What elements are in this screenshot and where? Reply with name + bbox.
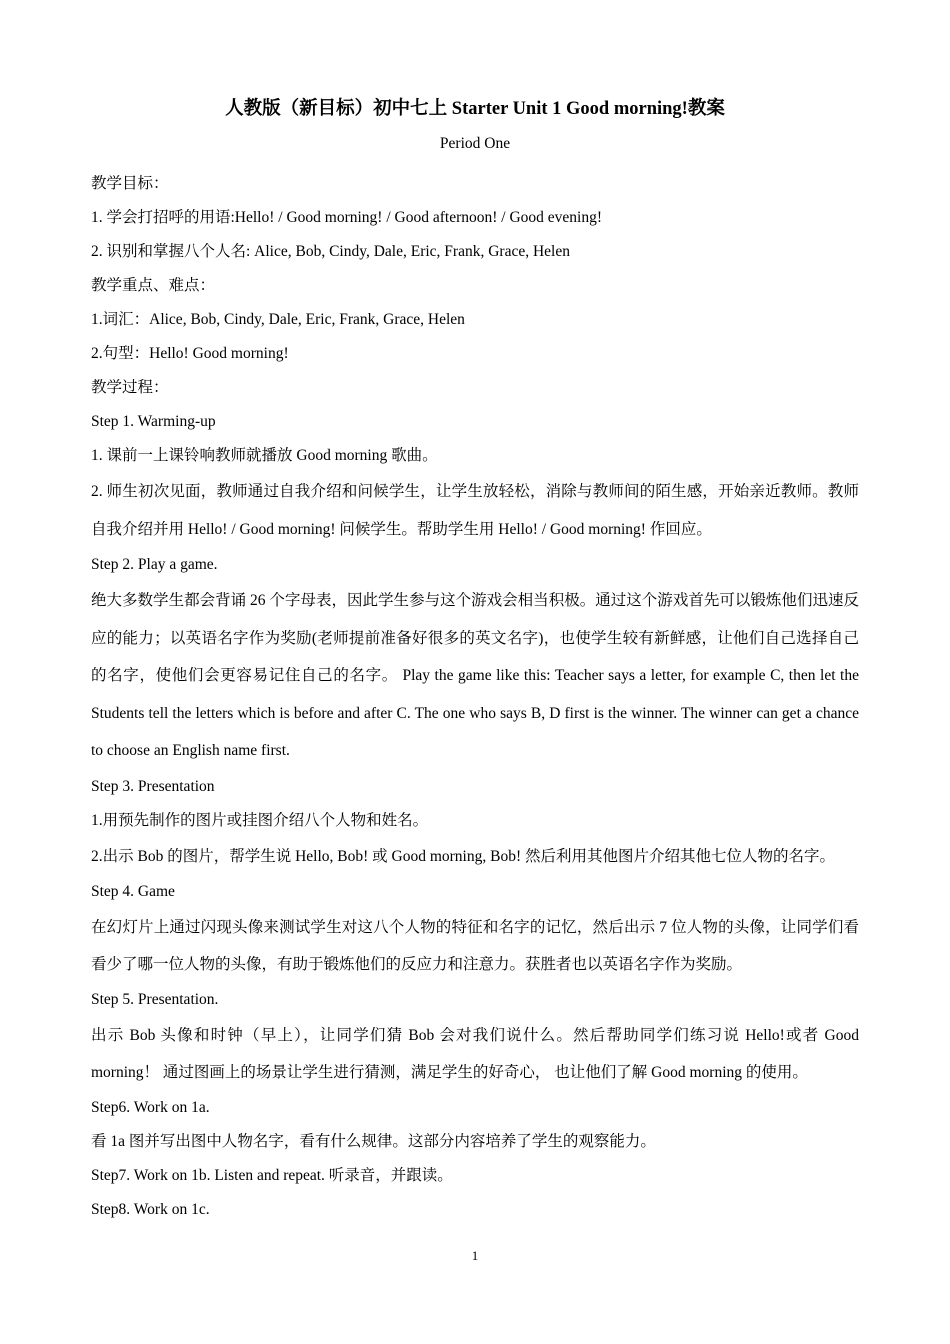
paragraph-step-1-item-2: 2. 师生初次见面，教师通过自我介绍和问候学生，让学生放轻松，消除与教师间的陌生感，开始亲近教师。教师自我介绍并用 Hello! / Good morning! 问候学生。帮助学生用 Hello! / Good morning! 作回应。 <box>91 483 859 538</box>
paragraph-sentence-patterns: 2.句型：Hello! Good morning! <box>91 345 289 362</box>
paragraph-step-6: Step6. Work on 1a. <box>91 1099 210 1116</box>
paragraph-step-4: Step 4. Game <box>91 883 175 900</box>
paragraph-step-4-body: 在幻灯片上通过闪现头像来测试学生对这八个人物的特征和名字的记忆，然后出示 7 位人物的头像，让同学们看看少了哪一位人物的头像，有助于锻炼他们的反应力和注意力。获胜者也以英语名字作为奖励。 <box>91 919 859 973</box>
document-title: 人教版（新目标）初中七上 Starter Unit 1 Good morning!教案 <box>225 99 725 119</box>
paragraph-step-3: Step 3. Presentation <box>91 777 215 795</box>
paragraph-step-5-body: 出示 Bob 头像和时钟（早上），让同学们猜 Bob 会对我们说什么。然后帮助同学们练习说 Hello!或者 Good morning！ 通过图画上的场景让学生进行猜测，满足学生的好奇心， 也让他们了解 Good morning 的使用。 <box>91 1027 859 1081</box>
paragraph-objective-1: 1. 学会打招呼的用语:Hello! / Good morning! / Good afternoon! / Good evening! <box>91 209 602 226</box>
paragraph-key-points-heading: 教学重点、难点： <box>91 277 216 294</box>
document-subtitle: Period One <box>439 135 511 152</box>
page-number: 1 <box>471 1248 479 1263</box>
document-body <box>91 167 859 1227</box>
paragraph-step-2-body: 绝大多数学生都会背诵 26 个字母表，因此学生参与这个游戏会相当积极。通过这个游戏首先可以锻炼他们迅速反应的能力；以英语名字作为奖励(老师提前准备好很多的英文名字)，也使学生较有新鲜感，让他们自己选择自己的名字，使他们会更容易记住自己的名字。 Play the game like this: Teacher says a letter, for example C, then let the Students tell the letters which is before and after C. The one who says B, D first is the winner. The winner can get a chance to choose an English name first. <box>91 592 859 759</box>
paragraph-step-1: Step 1. Warming-up <box>91 413 216 430</box>
paragraph-process-heading: 教学过程： <box>91 379 169 396</box>
paragraph-step-6-body: 看 1a 图并写出图中人物名字，看有什么规律。这部分内容培养了学生的观察能力。 <box>91 1133 656 1150</box>
paragraph-vocabulary: 1.词汇：Alice, Bob, Cindy, Dale, Eric, Frank, Grace, Helen <box>91 311 465 328</box>
paragraph-step-7: Step7. Work on 1b. Listen and repeat. 听录音，并跟读。 <box>91 1167 453 1184</box>
paragraph-step-3-item-2: 2.出示 Bob 的图片，帮学生说 Hello, Bob! 或 Good morning, Bob! 然后利用其他图片介绍其他七位人物的名字。 <box>91 847 835 865</box>
paragraph-step-3-item-1: 1.用预先制作的图片或挂图介绍八个人物和姓名。 <box>91 811 429 829</box>
paragraph-step-8: Step8. Work on 1c. <box>91 1201 210 1218</box>
paragraph-step-2: Step 2. Play a game. <box>91 556 218 573</box>
paragraph-step-1-item-1: 1. 课前一上课铃响教师就播放 Good morning 歌曲。 <box>91 447 438 464</box>
paragraph-objective-2: 2. 识别和掌握八个人名: Alice, Bob, Cindy, Dale, Eric, Frank, Grace, Helen <box>91 243 570 260</box>
paragraph-step-5: Step 5. Presentation. <box>91 991 219 1008</box>
paragraph-objectives-heading: 教学目标： <box>91 175 169 192</box>
